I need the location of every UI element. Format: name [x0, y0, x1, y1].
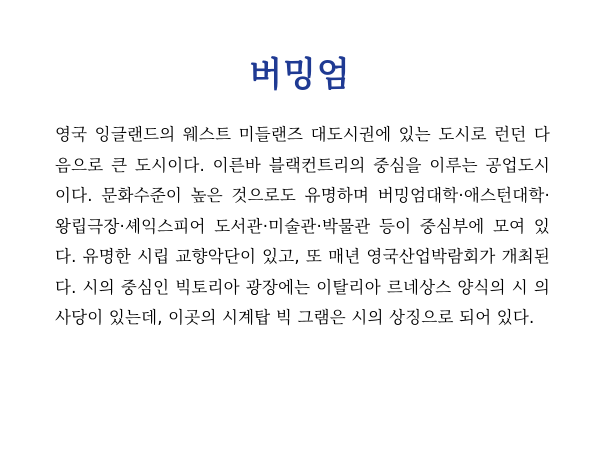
slide-title: 버밍엄	[249, 55, 351, 95]
slide-body-text: 영국 잉글랜드의 웨스트 미들랜즈 대도시권에 있는 도시로 런던 다음으로 큰 도시이다. 이른바 블랙컨트리의 중심을 이루는 공업도시이다. 문화수준이 높은 것으로도 유명하며 버밍엄대학·애스턴대학·왕립극장·셰익스피어 도서관·미술관·박물관 등이 중심부에 모여 있다. 유명한 시립 교향악단이 있고, 또 매년 영국산업박람회가 개최된다. 시의 중심인 빅토리아 광장에는 이탈리아 르네상스 양식의 시 의사당이 있는데, 이곳의 시계탑 빅 그램은 시의 상징으로 되어 있다.	[55, 125, 550, 328]
